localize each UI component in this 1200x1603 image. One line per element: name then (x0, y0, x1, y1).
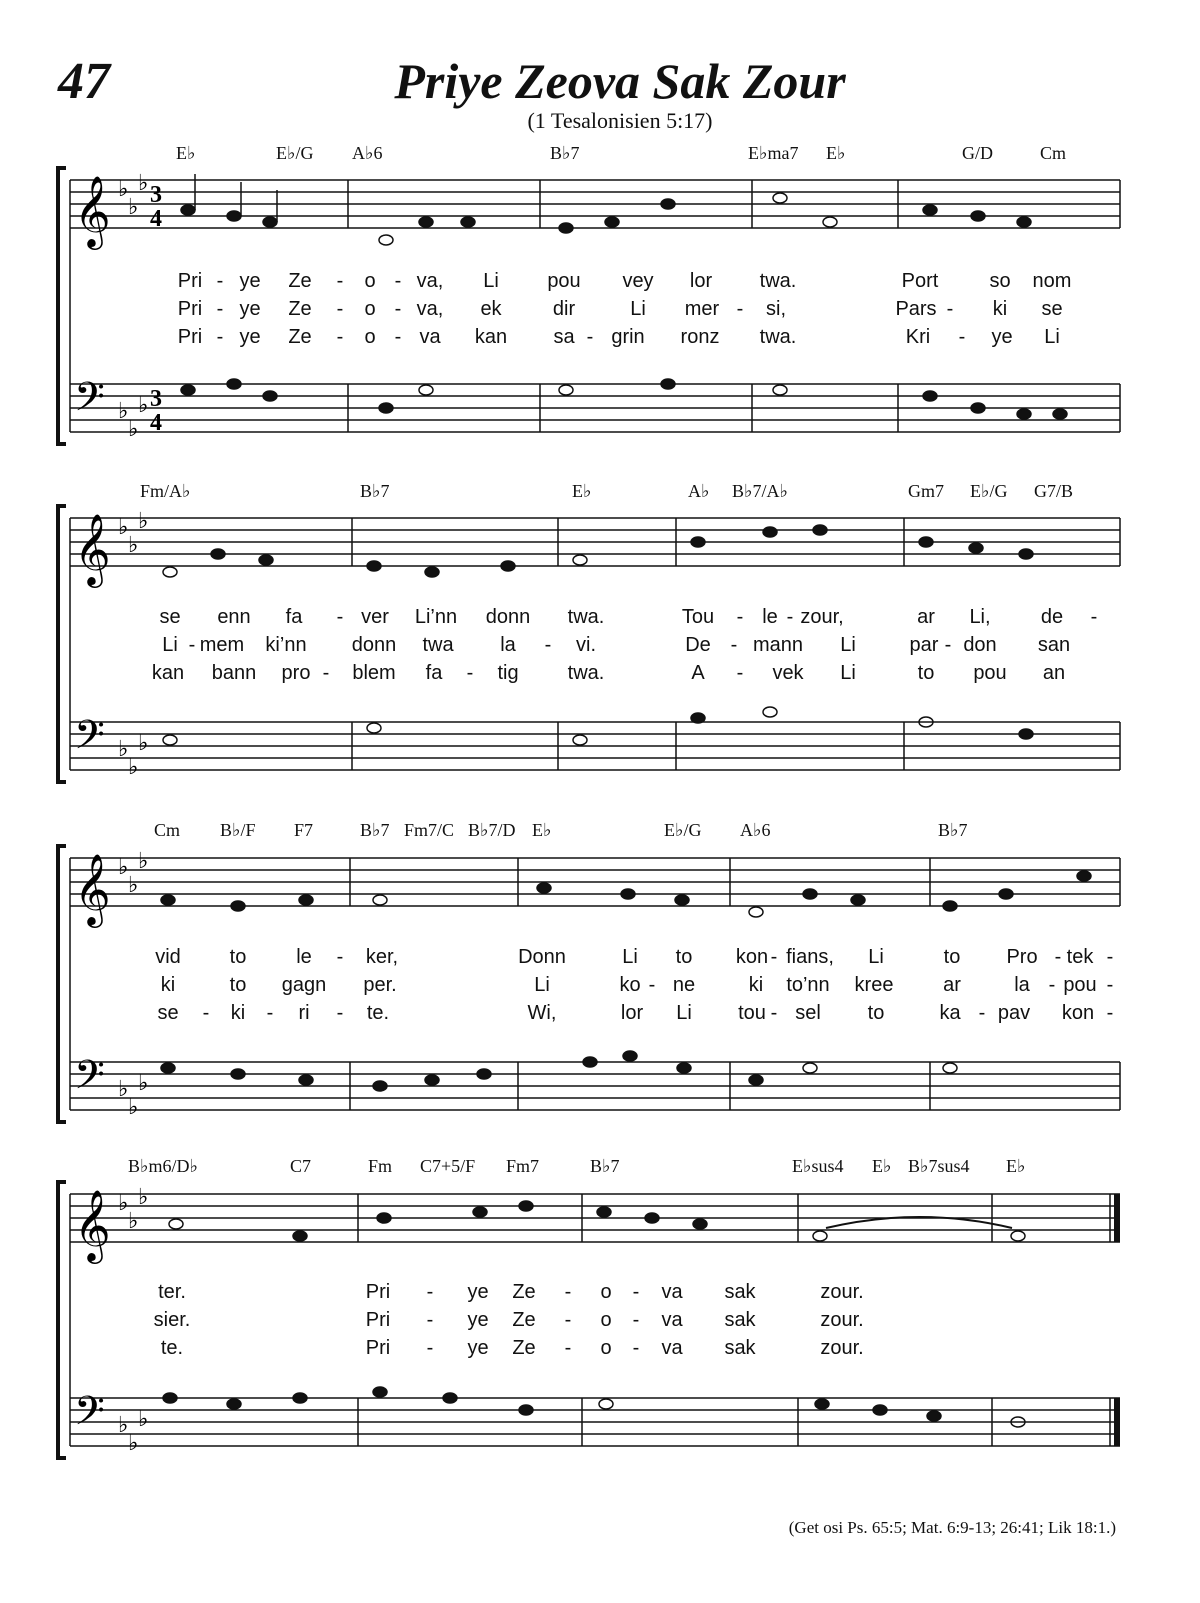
lyric-hyphen: - (1054, 946, 1062, 968)
lyric-syllable: Ze (288, 326, 312, 348)
lyric-hyphen: - (770, 946, 778, 968)
lyric-syllable: te. (160, 1337, 184, 1359)
lyric-syllable: kan (151, 662, 185, 684)
lyric-syllable: ko (619, 974, 641, 996)
lyric-syllable: vid (155, 946, 181, 968)
lyric-syllable: Ze (512, 1281, 536, 1303)
lyric-syllable: Pri (365, 1309, 391, 1331)
lyric-syllable: sak (724, 1337, 756, 1359)
lyric-syllable: dir (552, 298, 576, 320)
chord-symbol: B♭7 (938, 820, 968, 840)
svg-text:♭: ♭ (128, 873, 139, 898)
chord-symbol: E♭/G (664, 820, 702, 840)
svg-text:♭: ♭ (138, 731, 149, 756)
lyric-syllable: nom (1032, 270, 1072, 292)
lyric-syllable: mann (752, 634, 804, 656)
lyric-hyphen: - (1090, 606, 1098, 628)
lyric-syllable: fa (425, 662, 443, 684)
lyric-hyphen: - (216, 270, 224, 292)
lyric-syllable: ter. (158, 1281, 186, 1303)
svg-text:♭: ♭ (118, 515, 129, 540)
lyric-syllable: De (685, 634, 711, 656)
chord-symbol: E♭ (176, 143, 196, 163)
svg-text:♭: ♭ (138, 1071, 149, 1096)
lyric-syllable: ki’nn (265, 634, 307, 656)
lyric-syllable: sel (795, 1002, 821, 1024)
footer-references: (Get osi Ps. 65:5; Mat. 6:9-13; 26:41; Lik 18:1.) (788, 1518, 1116, 1537)
lyric-syllable: donn (485, 606, 531, 628)
lyric-hyphen: - (958, 326, 966, 348)
chord-symbol: C7+5/F (420, 1156, 476, 1176)
chord-symbol: B♭7 (360, 481, 390, 501)
lyric-syllable: fa (285, 606, 303, 628)
svg-text:♭: ♭ (138, 509, 149, 534)
lyric-syllable: Li, (969, 606, 991, 628)
lyric-syllable: kon (735, 946, 769, 968)
chord-symbol: E♭ma7 (748, 143, 799, 163)
lyric-syllable: twa (422, 634, 454, 656)
lyric-syllable: mem (199, 634, 245, 656)
lyric-hyphen: - (394, 270, 402, 292)
svg-text:♭: ♭ (128, 195, 139, 220)
lyric-syllable: zour. (820, 1281, 864, 1303)
lyric-hyphen: - (736, 606, 744, 628)
lyric-syllable: ka (939, 1002, 961, 1024)
lyric-syllable: Li (840, 634, 856, 656)
lyric-syllable: Li (1044, 326, 1060, 348)
lyric-syllable: o (600, 1309, 612, 1331)
chord-symbol: E♭sus4 (792, 1156, 844, 1176)
lyric-syllable: ker, (365, 946, 399, 968)
chord-symbol: B♭7/D (468, 820, 516, 840)
lyric-syllable: o (600, 1337, 612, 1359)
lyric-syllable: pou (973, 662, 1007, 684)
lyric-hyphen: - (1048, 974, 1056, 996)
lyric-syllable: ver (361, 606, 389, 628)
lyric-hyphen: - (466, 662, 474, 684)
lyric-syllable: zour. (820, 1309, 864, 1331)
lyric-syllable: Kri (905, 326, 931, 348)
svg-text:𝄢: 𝄢 (74, 1388, 105, 1444)
lyric-syllable: so (989, 270, 1011, 292)
chord-symbol: Fm (368, 1156, 393, 1176)
lyric-syllable: bann (211, 662, 257, 684)
svg-text:♭: ♭ (128, 755, 139, 780)
lyric-syllable: Ze (288, 270, 312, 292)
lyric-syllable: va (661, 1309, 683, 1331)
lyric-syllable: to (229, 946, 247, 968)
lyric-hyphen: - (564, 1281, 572, 1303)
lyric-syllable: tou (738, 1002, 766, 1024)
lyric-syllable: va, (416, 270, 444, 292)
lyric-syllable: mer (684, 298, 720, 320)
lyric-syllable: ye (239, 326, 261, 348)
lyric-syllable: la (500, 634, 516, 656)
lyric-hyphen: - (736, 662, 744, 684)
lyric-syllable: tig (497, 662, 519, 684)
lyric-syllable: Li (676, 1002, 692, 1024)
svg-text:𝄞: 𝄞 (74, 852, 111, 925)
lyric-syllable: va, (416, 298, 444, 320)
lyric-hyphen: - (336, 1002, 344, 1024)
lyric-syllable: vi. (576, 634, 596, 656)
lyric-syllable: ye (239, 270, 261, 292)
lyric-hyphen: - (632, 1309, 640, 1331)
svg-text:♭: ♭ (118, 1077, 129, 1102)
chord-symbol: A♭6 (352, 143, 383, 163)
svg-text:𝄞: 𝄞 (74, 1188, 111, 1261)
lyric-hyphen: - (978, 1002, 986, 1024)
lyric-syllable: Pri (177, 326, 203, 348)
lyric-hyphen: - (202, 1002, 210, 1024)
lyric-syllable: vey (622, 270, 654, 292)
lyric-syllable: lor (620, 1002, 644, 1024)
lyric-syllable: Pars (895, 298, 937, 320)
chord-symbol: B♭7 (550, 143, 580, 163)
lyric-syllable: pou (547, 270, 581, 292)
svg-text:𝄞: 𝄞 (74, 174, 111, 247)
lyric-syllable: ri (298, 1002, 310, 1024)
lyric-hyphen: - (188, 634, 196, 656)
chord-symbol: E♭/G (970, 481, 1008, 501)
lyric-syllable: A (691, 662, 705, 684)
svg-text:♭: ♭ (128, 1431, 139, 1456)
lyric-hyphen: - (216, 326, 224, 348)
lyric-syllable: kon (1061, 1002, 1095, 1024)
lyric-syllable: se (159, 606, 181, 628)
lyric-syllable: Li (840, 662, 856, 684)
lyric-hyphen: - (1106, 974, 1114, 996)
lyric-syllable: de (1040, 606, 1064, 628)
svg-text:♭: ♭ (118, 399, 129, 424)
lyric-syllable: ronz (680, 326, 720, 348)
lyric-syllable: te. (366, 1002, 390, 1024)
lyric-syllable: ar (943, 974, 961, 996)
lyric-syllable: pro (281, 662, 311, 684)
lyric-syllable: Pri (177, 298, 203, 320)
lyric-syllable: ki (160, 974, 176, 996)
lyric-syllable: don (963, 634, 997, 656)
svg-text:♭: ♭ (138, 849, 149, 874)
lyric-syllable: Li (630, 298, 646, 320)
lyric-syllable: ye (467, 1309, 489, 1331)
lyric-syllable: le (762, 606, 778, 628)
lyric-hyphen: - (1106, 946, 1114, 968)
lyric-hyphen: - (266, 1002, 274, 1024)
lyric-hyphen: - (586, 326, 594, 348)
lyric-syllable: sak (724, 1309, 756, 1331)
lyric-syllable: par (909, 634, 939, 656)
chord-symbol: B♭7 (360, 820, 390, 840)
chord-symbol: B♭/F (220, 820, 256, 840)
lyric-hyphen: - (632, 1337, 640, 1359)
lyric-hyphen: - (336, 606, 344, 628)
lyric-syllable: ye (239, 298, 261, 320)
lyric-syllable: Ze (288, 298, 312, 320)
lyric-syllable: va (419, 326, 441, 348)
lyric-syllable: Li (622, 946, 638, 968)
lyric-syllable: ki (992, 298, 1008, 320)
lyric-syllable: vek (772, 662, 804, 684)
svg-text:♭: ♭ (128, 533, 139, 558)
chord-symbol: Gm7 (908, 481, 944, 501)
lyric-syllable: kree (854, 974, 894, 996)
svg-text:4: 4 (150, 410, 162, 436)
lyric-syllable: per. (363, 974, 397, 996)
lyric-hyphen: - (216, 298, 224, 320)
chord-symbol: Cm (154, 820, 181, 840)
lyric-syllable: Tou (681, 606, 715, 628)
lyric-syllable: twa. (567, 662, 605, 684)
lyric-syllable: ye (467, 1281, 489, 1303)
svg-text:♭: ♭ (118, 737, 129, 762)
lyric-hyphen: - (736, 298, 744, 320)
svg-text:♭: ♭ (138, 393, 149, 418)
lyric-hyphen: - (336, 946, 344, 968)
lyric-syllable: kan (474, 326, 508, 348)
lyric-syllable: Port (901, 270, 939, 292)
lyric-hyphen: - (944, 634, 952, 656)
lyric-syllable: Ze (512, 1337, 536, 1359)
lyric-syllable: Pro (1006, 946, 1038, 968)
lyric-syllable: Pri (177, 270, 203, 292)
lyric-syllable: zour, (800, 606, 844, 628)
chord-symbol: A♭ (688, 481, 710, 501)
lyric-hyphen: - (1106, 1002, 1114, 1024)
chord-symbol: E♭ (826, 143, 846, 163)
lyric-syllable: Li (162, 634, 178, 656)
lyric-syllable: o (364, 298, 376, 320)
lyric-syllable: Pri (365, 1337, 391, 1359)
lyric-hyphen: - (336, 270, 344, 292)
lyric-hyphen: - (394, 326, 402, 348)
lyric-hyphen: - (946, 298, 954, 320)
svg-text:♭: ♭ (138, 1185, 149, 1210)
chord-symbol: C7 (290, 1156, 312, 1176)
lyric-syllable: Donn (518, 946, 566, 968)
svg-text:♭: ♭ (118, 855, 129, 880)
lyric-syllable: o (364, 270, 376, 292)
chord-symbol: B♭m6/D♭ (128, 1156, 198, 1176)
svg-text:♭: ♭ (138, 171, 149, 196)
lyric-syllable: pav (997, 1002, 1031, 1024)
lyric-syllable: ar (917, 606, 935, 628)
lyric-syllable: zour. (820, 1337, 864, 1359)
lyric-syllable: pou (1063, 974, 1097, 996)
lyric-syllable: ki (748, 974, 764, 996)
chord-symbol: E♭ (872, 1156, 892, 1176)
lyric-syllable: ek (480, 298, 502, 320)
lyric-syllable: Wi, (527, 1002, 557, 1024)
lyric-syllable: Pri (365, 1281, 391, 1303)
lyric-hyphen: - (336, 298, 344, 320)
svg-text:♭: ♭ (138, 1407, 149, 1432)
lyric-hyphen: - (632, 1281, 640, 1303)
chord-symbol: G7/B (1034, 481, 1074, 501)
lyric-syllable: Li’nn (414, 606, 458, 628)
lyric-syllable: Li (868, 946, 884, 968)
lyric-hyphen: - (564, 1337, 572, 1359)
lyric-hyphen: - (336, 326, 344, 348)
svg-text:𝄢: 𝄢 (74, 1052, 105, 1108)
svg-text:♭: ♭ (118, 1191, 129, 1216)
svg-text:4: 4 (150, 206, 162, 232)
lyric-syllable: to (675, 946, 693, 968)
lyric-syllable: lor (689, 270, 713, 292)
lyric-syllable: o (364, 326, 376, 348)
lyric-syllable: la (1014, 974, 1030, 996)
chord-symbol: B♭7sus4 (908, 1156, 970, 1176)
hymn-title: Priye Zeova Sak Zour (394, 53, 846, 109)
chord-symbol: G/D (962, 143, 993, 163)
svg-text:3: 3 (150, 182, 162, 208)
lyric-syllable: twa. (759, 326, 797, 348)
lyric-syllable: enn (217, 606, 251, 628)
chord-symbol: B♭7 (590, 1156, 620, 1176)
svg-text:3: 3 (150, 386, 162, 412)
lyric-syllable: ne (672, 974, 696, 996)
lyric-syllable: si, (766, 298, 786, 320)
lyric-hyphen: - (770, 1002, 778, 1024)
lyric-syllable: donn (351, 634, 397, 656)
lyric-syllable: to (229, 974, 247, 996)
lyric-hyphen: - (426, 1281, 434, 1303)
lyric-syllable: blem (352, 662, 396, 684)
lyric-syllable: san (1037, 634, 1071, 656)
lyric-syllable: to (943, 946, 961, 968)
lyric-syllable: Li (534, 974, 550, 996)
lyric-hyphen: - (544, 634, 552, 656)
lyric-hyphen: - (786, 606, 794, 628)
lyric-syllable: se (157, 1002, 179, 1024)
lyric-syllable: gagn (281, 974, 327, 996)
lyric-hyphen: - (322, 662, 330, 684)
chord-symbol: A♭6 (740, 820, 771, 840)
chord-symbol: E♭ (532, 820, 552, 840)
lyric-syllable: sier. (153, 1309, 191, 1331)
lyric-hyphen: - (426, 1337, 434, 1359)
lyric-syllable: se (1041, 298, 1063, 320)
lyric-syllable: va (661, 1281, 683, 1303)
svg-text:𝄞: 𝄞 (74, 512, 111, 585)
lyric-syllable: fians, (786, 946, 834, 968)
svg-text:♭: ♭ (128, 1095, 139, 1120)
lyric-syllable: an (1042, 662, 1066, 684)
chord-symbol: E♭ (572, 481, 592, 501)
svg-text:♭: ♭ (118, 177, 129, 202)
chord-symbol: B♭7/A♭ (732, 481, 788, 501)
lyric-syllable: tek (1066, 946, 1094, 968)
svg-text:𝄢: 𝄢 (74, 374, 105, 430)
lyric-syllable: to’nn (786, 974, 830, 996)
lyric-hyphen: - (564, 1309, 572, 1331)
hymn-scripture: (1 Tesalonisien 5:17) (527, 108, 713, 133)
svg-text:𝄢: 𝄢 (74, 712, 105, 768)
chord-symbol: Cm (1040, 143, 1067, 163)
chord-symbol: E♭ (1006, 1156, 1026, 1176)
lyric-hyphen: - (730, 634, 738, 656)
svg-text:♭: ♭ (128, 1209, 139, 1234)
lyric-syllable: sa (553, 326, 575, 348)
chord-symbol: Fm7/C (404, 820, 455, 840)
lyric-hyphen: - (648, 974, 656, 996)
lyric-syllable: ye (991, 326, 1013, 348)
lyric-syllable: o (600, 1281, 612, 1303)
lyric-syllable: to (917, 662, 935, 684)
lyric-syllable: ki (230, 1002, 246, 1024)
chord-symbol: E♭/G (276, 143, 314, 163)
lyric-syllable: sak (724, 1281, 756, 1303)
lyric-syllable: grin (611, 326, 645, 348)
chord-symbol: F7 (294, 820, 314, 840)
lyric-hyphen: - (426, 1309, 434, 1331)
lyric-syllable: to (867, 1002, 885, 1024)
chord-symbol: Fm/A♭ (140, 481, 191, 501)
lyric-syllable: Ze (512, 1309, 536, 1331)
lyric-syllable: Li (483, 270, 499, 292)
lyric-syllable: le (296, 946, 312, 968)
hymn-number: 47 (58, 53, 110, 110)
lyric-syllable: twa. (759, 270, 797, 292)
lyric-hyphen: - (394, 298, 402, 320)
lyric-syllable: va (661, 1337, 683, 1359)
chord-symbol: Fm7 (506, 1156, 540, 1176)
svg-text:♭: ♭ (118, 1413, 129, 1438)
lyric-syllable: twa. (567, 606, 605, 628)
svg-text:♭: ♭ (128, 417, 139, 442)
lyric-syllable: ye (467, 1337, 489, 1359)
